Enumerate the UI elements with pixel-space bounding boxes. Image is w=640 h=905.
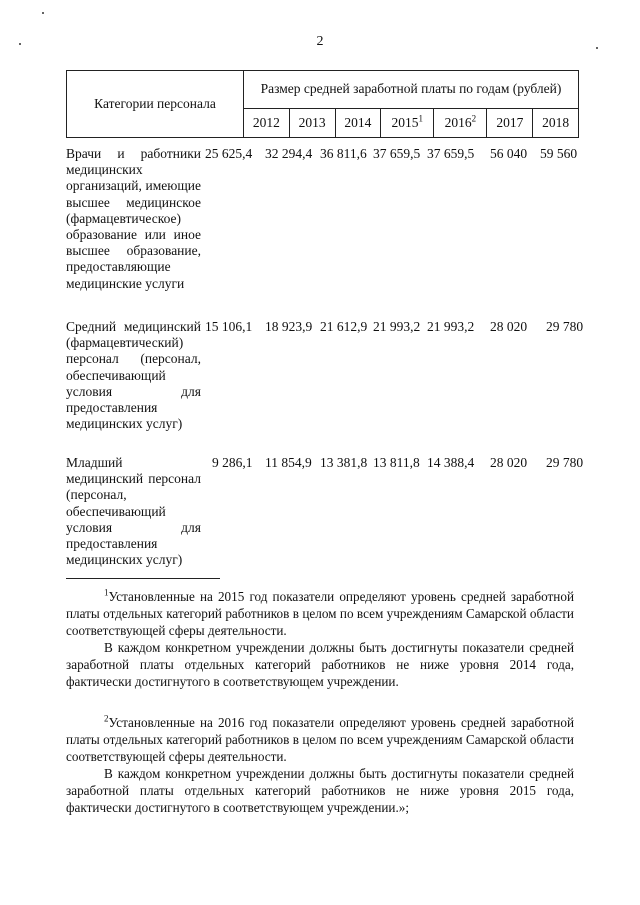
year-cell: 2013 — [289, 108, 335, 137]
footnote-separator — [66, 578, 220, 579]
footnote-2 — [66, 714, 574, 816]
value-cell: 21 993,2 — [373, 319, 421, 334]
footnote-1-marker: 1 — [104, 587, 109, 598]
header-category: Категории персонала — [67, 71, 244, 138]
value-cell: 32 294,4 — [265, 146, 313, 161]
value-cell: 56 040 — [490, 146, 528, 161]
year-cell: 2018 — [533, 108, 579, 137]
year-cell: 2015$^1$ — [381, 108, 434, 137]
table-row — [66, 319, 584, 439]
page-number: 2 — [316, 34, 324, 49]
value-cell: 21 993,2 — [427, 319, 475, 334]
value-cell: 37 659,5 — [373, 146, 421, 161]
value-cell: 11 854,9 — [265, 455, 312, 470]
year-cell: 2014 — [335, 108, 381, 137]
footnote-2-paragraph-1: $^2$Установленные на 2016 год показатели определяют уровень средней заработной платы отдельных категорий работников в целом по всем учреждениям Самарской области соответствующей сферы деятельности. — [66, 713, 574, 764]
table-header — [66, 70, 579, 138]
table-row — [66, 146, 579, 306]
row-category: Младший медицинский персонал (персонал, обеспечивающий условия для предоставления медицинских услуг) — [66, 455, 201, 568]
value-cell: 15 106,1 — [205, 319, 253, 334]
year-cell: 2017 — [487, 108, 533, 137]
value-cell: 13 381,8 — [320, 455, 368, 470]
value-cell: 37 659,5 — [427, 146, 475, 161]
table-row — [66, 455, 584, 568]
value-cell: 21 612,9 — [320, 319, 368, 334]
value-cell: 29 780 — [546, 455, 584, 470]
row-category: Средний медицинский (фармацевтический) персонал (персонал, обеспечивающий условия для предоставления медицинских услуг) — [66, 319, 201, 432]
value-cell: 28 020 — [490, 455, 528, 470]
value-cell: 13 811,8 — [373, 455, 420, 470]
value-cell: 14 388,4 — [427, 455, 475, 470]
value-cell: 28 020 — [490, 319, 528, 334]
footnote-2-marker: 2 — [104, 713, 109, 724]
year-cell: 2016$^2$ — [434, 108, 487, 137]
footnote-2-paragraph-2: В каждом конкретном учреждении должны быть достигнуты показатели средней заработной платы отдельных категорий работников не ниже уровня 2015 года, фактически достигнутого в соответствующем учреждении.»; — [66, 766, 574, 815]
header-title: Размер средней заработной платы по годам (рублей) — [244, 71, 579, 109]
footnote-1 — [66, 588, 574, 690]
value-cell: 59 560 — [540, 146, 578, 161]
footnote-1-paragraph-1: $^1$Установленные на 2015 год показатели определяют уровень средней заработной платы отдельных категорий работников в целом по всем учреждениям Самарской области соответствующей сферы деятельности. — [66, 587, 574, 638]
value-cell: 25 625,4 — [205, 146, 253, 161]
value-cell: 18 923,9 — [265, 319, 313, 334]
footnote-1-paragraph-2: В каждом конкретном учреждении должны быть достигнуты показатели средней заработной платы отдельных категорий работников не ниже уровня 2014 года, фактически достигнутого в соответствующем учреждении. — [66, 640, 574, 689]
scan-speck — [42, 12, 44, 14]
year-cell: 2012 — [244, 108, 290, 137]
value-cell: 29 780 — [546, 319, 584, 334]
value-cell: 36 811,6 — [320, 146, 367, 161]
value-cell: 9 286,1 — [212, 455, 253, 470]
row-category: Врачи и работники медицинских организаций, имеющие высшее медицинское (фармацевтическое) образование или иное высшее образование, предоставляющие медицинские услуги — [66, 146, 201, 291]
